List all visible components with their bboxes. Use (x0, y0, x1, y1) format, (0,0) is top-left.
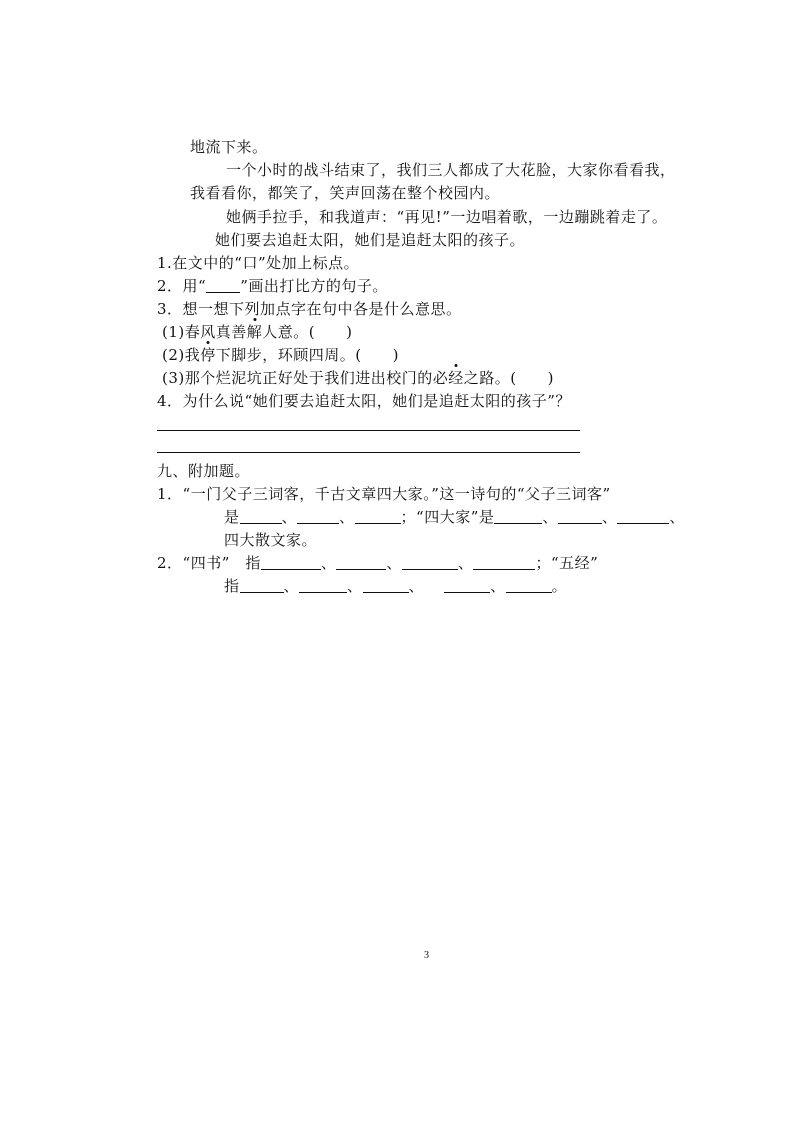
dotted-char: 经 (448, 369, 464, 387)
section-9-q1-line-1: 1．“一门父子三词客，千古文章四大家。”这一诗句的“父子三词客” (157, 485, 611, 503)
section-9-q2-line-1 (157, 552, 598, 573)
answer-blank[interactable] (494, 509, 542, 524)
passage-line-4: 她俩手拉手，和我道声：“再见!”一边唱着歌，一边蹦跳着走了。 (226, 208, 668, 226)
question-3-item-2 (162, 344, 399, 365)
item-text: 之路。( ) (463, 369, 554, 387)
item-text: (1)春风真善 (162, 323, 247, 341)
answer-blank[interactable] (261, 555, 321, 570)
passage-line-3: 我看看你，都笑了，笑声回荡在整个校园内。 (190, 184, 501, 202)
dotted-char: 停 (200, 346, 216, 364)
answer-blank[interactable] (206, 278, 240, 293)
passage-line-5: 她们要去追赶太阳，她们是追赶太阳的孩子。 (215, 231, 526, 249)
answer-blank[interactable] (444, 578, 490, 593)
answer-blank[interactable] (506, 578, 552, 593)
q2-prefix: 2．“四书” 指 (157, 554, 261, 572)
q1-mid: ；“四大家”是 (400, 508, 495, 526)
question-3-item-1 (162, 321, 352, 342)
section-9-title: 九、附加题。 (157, 462, 251, 480)
answer-blank[interactable] (402, 555, 458, 570)
answer-blank[interactable] (299, 578, 347, 593)
separator: 、 (408, 577, 425, 595)
answer-line-2[interactable] (157, 452, 580, 453)
answer-blank[interactable] (336, 555, 386, 570)
q2-zhi: 指 (224, 577, 240, 595)
answer-blank[interactable] (558, 509, 602, 524)
item-text: (2)我 (162, 346, 201, 364)
section-9-q1-line-3: 四大散文家。 (224, 531, 318, 549)
dotted-char: 解 (246, 323, 263, 341)
separator: 、 (386, 554, 402, 572)
passage-line-1: 地流下来。 (190, 138, 268, 156)
question-2-suffix: ”画出打比方的句子。 (240, 277, 388, 295)
question-1: 1.在文中的“口”处加上标点。 (157, 254, 360, 272)
question-2 (157, 275, 388, 296)
answer-blank[interactable] (355, 509, 401, 524)
page-number: 3 (424, 950, 429, 961)
q1-shi: 是 (224, 508, 240, 526)
question-3-title: 3．想一想下列加点字在句中各是什么意思。 (157, 300, 462, 318)
item-text: (3)那个烂泥坑正好处于我们进出校门的必 (162, 369, 449, 387)
separator: 、 (669, 508, 685, 526)
answer-line-1[interactable] (157, 430, 580, 431)
separator: 、 (347, 577, 363, 595)
separator: 、 (281, 508, 298, 526)
answer-blank[interactable] (363, 578, 409, 593)
separator: 、 (457, 554, 474, 572)
question-3-item-3 (162, 367, 554, 388)
answer-blank[interactable] (240, 578, 284, 593)
end-mark: 。 (551, 577, 568, 595)
section-9-q2-line-2 (224, 575, 567, 596)
section-9-q1-line-2 (224, 506, 685, 527)
separator: 、 (320, 554, 337, 572)
q2-semi: ；“五经” (535, 554, 599, 572)
answer-blank[interactable] (297, 509, 339, 524)
item-text: 下脚步，环顾四周。( ) (215, 346, 399, 364)
item-text: 人意。( ) (262, 323, 353, 341)
separator: 、 (490, 577, 506, 595)
separator: 、 (339, 508, 355, 526)
answer-blank[interactable] (617, 509, 669, 524)
question-4: 4．为什么说“她们要去追赶太阳，她们是追赶太阳的孩子”？ (157, 392, 571, 410)
separator: 、 (601, 508, 618, 526)
answer-blank[interactable] (240, 509, 282, 524)
passage-line-2: 一个小时的战斗结束了，我们三人都成了大花脸，大家你看看我， (226, 161, 676, 179)
question-2-prefix: 2．用“ (157, 277, 207, 295)
separator: 、 (283, 577, 300, 595)
answer-blank[interactable] (473, 555, 535, 570)
separator: 、 (542, 508, 558, 526)
